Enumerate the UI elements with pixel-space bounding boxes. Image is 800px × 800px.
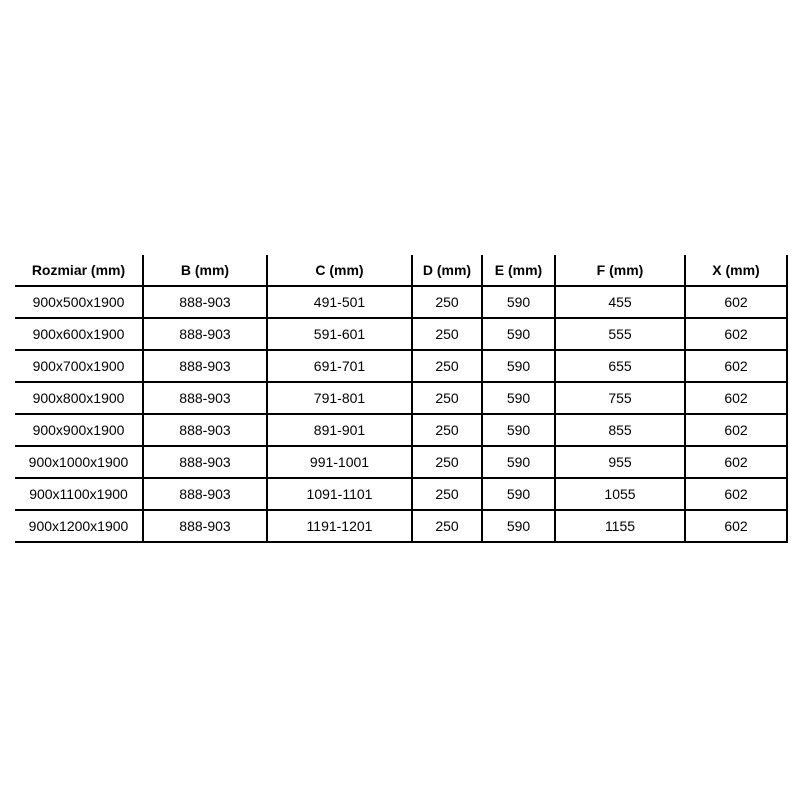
table-cell: 602 [685,510,787,542]
table-cell: 900x700x1900 [15,350,143,382]
table-cell: 888-903 [143,350,267,382]
header-row [15,255,787,286]
table-row [15,414,787,446]
table-cell: 1155 [555,510,685,542]
table-cell: 891-901 [267,414,412,446]
table-cell: 888-903 [143,510,267,542]
table-cell: 888-903 [143,446,267,478]
table-cell: 991-1001 [267,446,412,478]
column-header: X (mm) [685,255,787,286]
table-cell: 1191-1201 [267,510,412,542]
table-cell: 955 [555,446,685,478]
table-row [15,382,787,414]
table-cell: 250 [412,414,482,446]
table-cell: 691-701 [267,350,412,382]
table-row [15,318,787,350]
table-cell: 590 [482,510,555,542]
table-cell: 655 [555,350,685,382]
table-body [15,286,787,542]
table-cell: 900x900x1900 [15,414,143,446]
table-cell: 888-903 [143,414,267,446]
table-cell: 590 [482,478,555,510]
column-header: E (mm) [482,255,555,286]
table-row [15,286,787,318]
table-cell: 900x600x1900 [15,318,143,350]
table-cell: 602 [685,286,787,318]
table-cell: 791-801 [267,382,412,414]
table-cell: 602 [685,446,787,478]
table-cell: 602 [685,382,787,414]
table-row [15,350,787,382]
table-row [15,478,787,510]
table-cell: 491-501 [267,286,412,318]
table-cell: 755 [555,382,685,414]
table-cell: 250 [412,382,482,414]
table-cell: 590 [482,350,555,382]
table-cell: 250 [412,350,482,382]
table-cell: 888-903 [143,318,267,350]
table-row [15,446,787,478]
dimensions-table [15,255,788,543]
table-cell: 591-601 [267,318,412,350]
table-cell: 900x1200x1900 [15,510,143,542]
table-cell: 900x500x1900 [15,286,143,318]
table-cell: 602 [685,318,787,350]
table-cell: 455 [555,286,685,318]
table-cell: 888-903 [143,286,267,318]
table-cell: 590 [482,382,555,414]
table-cell: 250 [412,510,482,542]
table-cell: 602 [685,350,787,382]
table-cell: 888-903 [143,382,267,414]
table-cell: 900x800x1900 [15,382,143,414]
table-cell: 250 [412,318,482,350]
table-cell: 590 [482,446,555,478]
column-header: C (mm) [267,255,412,286]
table-cell: 590 [482,318,555,350]
table-cell: 888-903 [143,478,267,510]
table-cell: 555 [555,318,685,350]
table-cell: 250 [412,446,482,478]
table-cell: 1055 [555,478,685,510]
table-cell: 900x1000x1900 [15,446,143,478]
table-cell: 250 [412,478,482,510]
table-cell: 602 [685,414,787,446]
table-cell: 250 [412,286,482,318]
table-cell: 590 [482,414,555,446]
table-cell: 900x1100x1900 [15,478,143,510]
table-cell: 855 [555,414,685,446]
column-header: Rozmiar (mm) [15,255,143,286]
table-cell: 1091-1101 [267,478,412,510]
column-header: B (mm) [143,255,267,286]
table-cell: 602 [685,478,787,510]
column-header: F (mm) [555,255,685,286]
column-header: D (mm) [412,255,482,286]
table-cell: 590 [482,286,555,318]
table-row [15,510,787,542]
